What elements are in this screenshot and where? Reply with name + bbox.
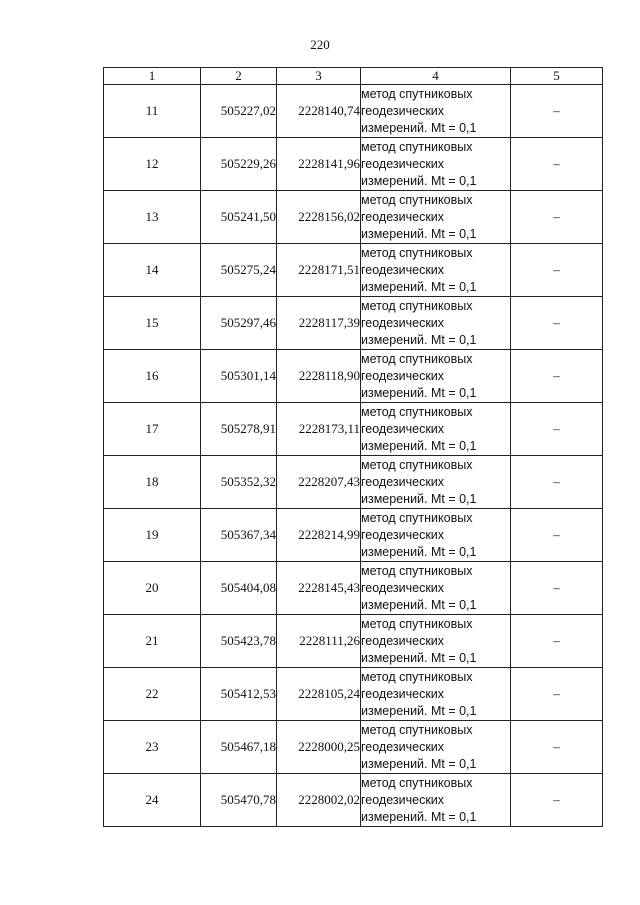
point-number-cell: 17 xyxy=(104,403,201,456)
method-line: геодезических xyxy=(361,739,445,754)
column-header-2: 2 xyxy=(201,68,277,85)
method-line: метод спутниковых xyxy=(361,298,473,313)
method-line: измерений. Mt = 0,1 xyxy=(361,597,477,612)
method-line: геодезических xyxy=(361,103,445,118)
method-cell xyxy=(361,456,511,509)
column-header-3: 3 xyxy=(277,68,361,85)
y-coordinate-cell: 2228156,02 xyxy=(277,191,361,244)
note-cell: – xyxy=(511,668,603,721)
method-line: измерений. Mt = 0,1 xyxy=(361,650,477,665)
table-row xyxy=(104,562,603,615)
point-number-cell: 23 xyxy=(104,721,201,774)
x-coordinate-cell: 505275,24 xyxy=(201,244,277,297)
method-line: метод спутниковых xyxy=(361,563,473,578)
method-line: геодезических xyxy=(361,156,445,171)
method-cell xyxy=(361,244,511,297)
y-coordinate-cell: 2228214,99 xyxy=(277,509,361,562)
x-coordinate-cell: 505297,46 xyxy=(201,297,277,350)
x-coordinate-cell: 505227,02 xyxy=(201,85,277,138)
method-line: метод спутниковых xyxy=(361,86,473,101)
point-number-cell: 16 xyxy=(104,350,201,403)
method-cell xyxy=(361,774,511,827)
method-line: метод спутниковых xyxy=(361,457,473,472)
point-number-cell: 12 xyxy=(104,138,201,191)
method-line: метод спутниковых xyxy=(361,351,473,366)
method-cell xyxy=(361,562,511,615)
method-line: геодезических xyxy=(361,209,445,224)
method-line: геодезических xyxy=(361,527,445,542)
point-number-cell: 18 xyxy=(104,456,201,509)
point-number-cell: 20 xyxy=(104,562,201,615)
x-coordinate-cell: 505367,34 xyxy=(201,509,277,562)
point-number-cell: 11 xyxy=(104,85,201,138)
table-row xyxy=(104,350,603,403)
method-line: метод спутниковых xyxy=(361,669,473,684)
y-coordinate-cell: 2228140,74 xyxy=(277,85,361,138)
column-header-1: 1 xyxy=(104,68,201,85)
note-cell: – xyxy=(511,509,603,562)
point-number-cell: 15 xyxy=(104,297,201,350)
note-cell: – xyxy=(511,244,603,297)
x-coordinate-cell: 505470,78 xyxy=(201,774,277,827)
table-row xyxy=(104,774,603,827)
note-cell: – xyxy=(511,297,603,350)
method-line: измерений. Mt = 0,1 xyxy=(361,438,477,453)
method-line: метод спутниковых xyxy=(361,192,473,207)
point-number-cell: 13 xyxy=(104,191,201,244)
column-header-5: 5 xyxy=(511,68,603,85)
point-number-cell: 14 xyxy=(104,244,201,297)
column-header-4: 4 xyxy=(361,68,511,85)
method-line: метод спутниковых xyxy=(361,722,473,737)
table-body xyxy=(104,85,603,827)
point-number-cell: 19 xyxy=(104,509,201,562)
coordinates-table xyxy=(103,67,603,827)
x-coordinate-cell: 505301,14 xyxy=(201,350,277,403)
method-line: измерений. Mt = 0,1 xyxy=(361,385,477,400)
table-row xyxy=(104,509,603,562)
x-coordinate-cell: 505241,50 xyxy=(201,191,277,244)
point-number-cell: 22 xyxy=(104,668,201,721)
method-line: геодезических xyxy=(361,474,445,489)
table-row xyxy=(104,297,603,350)
point-number-cell: 24 xyxy=(104,774,201,827)
table-row xyxy=(104,615,603,668)
y-coordinate-cell: 2228111,26 xyxy=(277,615,361,668)
y-coordinate-cell: 2228105,24 xyxy=(277,668,361,721)
note-cell: – xyxy=(511,721,603,774)
method-line: измерений. Mt = 0,1 xyxy=(361,173,477,188)
method-cell xyxy=(361,191,511,244)
y-coordinate-cell: 2228173,11 xyxy=(277,403,361,456)
y-coordinate-cell: 2228207,43 xyxy=(277,456,361,509)
page-number: 220 xyxy=(310,37,330,52)
note-cell: – xyxy=(511,615,603,668)
method-line: измерений. Mt = 0,1 xyxy=(361,544,477,559)
method-cell xyxy=(361,138,511,191)
y-coordinate-cell: 2228002,02 xyxy=(277,774,361,827)
x-coordinate-cell: 505278,91 xyxy=(201,403,277,456)
y-coordinate-cell: 2228145,43 xyxy=(277,562,361,615)
point-number-cell: 21 xyxy=(104,615,201,668)
method-line: метод спутниковых xyxy=(361,139,473,154)
note-cell: – xyxy=(511,138,603,191)
table-row xyxy=(104,456,603,509)
y-coordinate-cell: 2228117,39 xyxy=(277,297,361,350)
note-cell: – xyxy=(511,456,603,509)
method-line: измерений. Mt = 0,1 xyxy=(361,226,477,241)
method-line: метод спутниковых xyxy=(361,245,473,260)
method-cell xyxy=(361,668,511,721)
method-cell xyxy=(361,350,511,403)
y-coordinate-cell: 2228141,96 xyxy=(277,138,361,191)
note-cell: – xyxy=(511,191,603,244)
method-line: измерений. Mt = 0,1 xyxy=(361,279,477,294)
method-line: геодезических xyxy=(361,686,445,701)
table-row xyxy=(104,668,603,721)
method-line: измерений. Mt = 0,1 xyxy=(361,120,477,135)
method-line: метод спутниковых xyxy=(361,616,473,631)
x-coordinate-cell: 505352,32 xyxy=(201,456,277,509)
method-cell xyxy=(361,403,511,456)
method-cell xyxy=(361,615,511,668)
method-line: геодезических xyxy=(361,368,445,383)
note-cell: – xyxy=(511,403,603,456)
method-cell xyxy=(361,297,511,350)
method-line: метод спутниковых xyxy=(361,510,473,525)
method-line: геодезических xyxy=(361,792,445,807)
table-row xyxy=(104,244,603,297)
y-coordinate-cell: 2228000,25 xyxy=(277,721,361,774)
y-coordinate-cell: 2228118,90 xyxy=(277,350,361,403)
table-row xyxy=(104,138,603,191)
table-row xyxy=(104,85,603,138)
table-row xyxy=(104,721,603,774)
method-line: геодезических xyxy=(361,580,445,595)
method-line: измерений. Mt = 0,1 xyxy=(361,809,477,824)
method-line: геодезических xyxy=(361,315,445,330)
method-line: измерений. Mt = 0,1 xyxy=(361,491,477,506)
x-coordinate-cell: 505404,08 xyxy=(201,562,277,615)
method-cell xyxy=(361,85,511,138)
table-header-row xyxy=(104,68,603,85)
method-line: измерений. Mt = 0,1 xyxy=(361,756,477,771)
method-line: геодезических xyxy=(361,633,445,648)
method-line: измерений. Mt = 0,1 xyxy=(361,703,477,718)
table-row xyxy=(104,191,603,244)
x-coordinate-cell: 505467,18 xyxy=(201,721,277,774)
y-coordinate-cell: 2228171,51 xyxy=(277,244,361,297)
note-cell: – xyxy=(511,774,603,827)
note-cell: – xyxy=(511,85,603,138)
note-cell: – xyxy=(511,350,603,403)
method-line: геодезических xyxy=(361,262,445,277)
note-cell: – xyxy=(511,562,603,615)
method-cell xyxy=(361,509,511,562)
method-line: метод спутниковых xyxy=(361,775,473,790)
method-line: геодезических xyxy=(361,421,445,436)
method-line: метод спутниковых xyxy=(361,404,473,419)
x-coordinate-cell: 505229,26 xyxy=(201,138,277,191)
table-row xyxy=(104,403,603,456)
x-coordinate-cell: 505412,53 xyxy=(201,668,277,721)
method-line: измерений. Mt = 0,1 xyxy=(361,332,477,347)
method-cell xyxy=(361,721,511,774)
x-coordinate-cell: 505423,78 xyxy=(201,615,277,668)
